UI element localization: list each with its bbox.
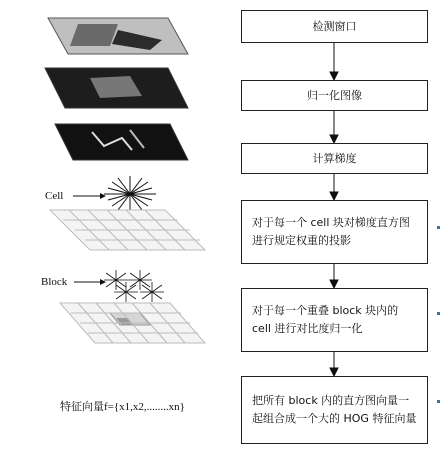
- flow-step-text: 把所有 block 内的直方图向量一起组合成一个大的 HOG 特征向量: [252, 394, 417, 425]
- image-layer-3: [55, 124, 188, 160]
- flow-step-compute-gradient: [241, 143, 428, 174]
- flow-step-detection-window: [241, 10, 428, 43]
- feature-vector-formula: f={x1,x2,........xn}: [104, 401, 185, 413]
- cell-grid: [50, 210, 205, 250]
- feature-vector-prefix: 特征向量: [60, 400, 104, 413]
- image-layer-1: [48, 18, 188, 54]
- block-gradient-stars: [104, 270, 164, 302]
- flow-step-text: 检测窗口: [312, 19, 357, 33]
- flow-step-block-normalization: [241, 288, 428, 352]
- cell-label: Cell: [45, 190, 64, 202]
- decorative-dot: [437, 312, 440, 315]
- flow-step-text: 对于每一个 cell 块对梯度直方图进行规定权重的投影: [252, 216, 410, 247]
- flow-step-hog-vector: [241, 376, 428, 444]
- block-grid: [60, 303, 205, 343]
- flow-step-cell-projection: [241, 200, 428, 264]
- block-label: Block: [41, 276, 68, 288]
- decorative-dot: [437, 400, 440, 403]
- feature-vector-label: [60, 398, 185, 414]
- flow-step-normalize-image: [241, 80, 428, 111]
- image-layer-2: [45, 68, 188, 108]
- decorative-dot: [437, 226, 440, 229]
- flow-step-text: 对于每一个重叠 block 块内的 cell 进行对比度归一化: [252, 304, 399, 335]
- flow-step-text: 计算梯度: [312, 151, 357, 165]
- cell-gradient-star: [104, 176, 156, 212]
- flow-step-text: 归一化图像: [307, 88, 362, 102]
